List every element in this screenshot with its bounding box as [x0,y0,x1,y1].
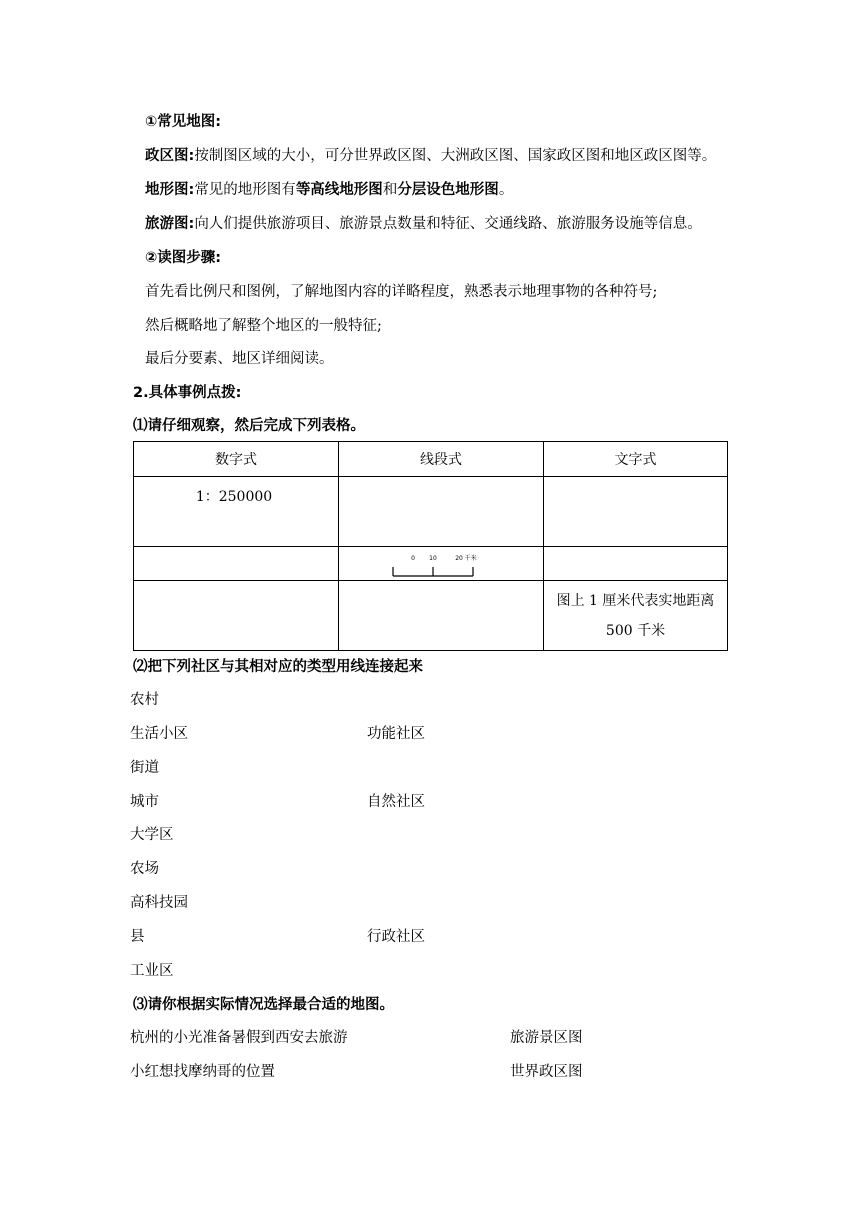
cell-text-scale [544,581,728,651]
community-item[interactable]: 生活小区 [130,726,188,742]
line-scale-bar [389,551,479,579]
question-3: ⑶请你根据实际情况选择最合适的地图。 [133,997,394,1013]
terrain-map-line [145,180,513,200]
header-text: 文字式 [544,442,728,477]
community-item[interactable]: 高科技园 [130,895,188,911]
text-scale-line-1: 图上 1 厘米代表实地距离 [556,593,715,609]
community-item[interactable]: 工业区 [130,963,174,979]
terrain-map-label: 地形图: [145,182,195,198]
reading-step-3: 最后分要素、地区详细阅读。 [145,351,334,367]
political-map-line [145,146,716,166]
cell-empty[interactable] [134,581,339,651]
reading-step-1: 首先看比例尺和图例，了解地图内容的详略程度，熟悉表示地理事物的各种符号; [145,284,658,300]
community-type-functional[interactable]: 功能社区 [367,726,425,742]
common-maps-heading: ①常见地图: [145,114,222,130]
community-item[interactable]: 街道 [130,760,159,776]
community-type-natural[interactable]: 自然社区 [367,794,425,810]
header-numeric: 数字式 [134,442,339,477]
reading-step-2: 然后概略地了解整个地区的一般特征; [145,318,382,334]
cell-empty[interactable] [544,547,728,581]
map-option[interactable]: 旅游景区图 [510,1030,583,1046]
cell-numeric-scale: 1：250000 [134,477,339,547]
community-type-administrative[interactable]: 行政社区 [367,929,425,945]
political-map-label: 政区图: [145,148,195,164]
header-line-segment: 线段式 [339,442,544,477]
community-item[interactable]: 农场 [130,861,159,877]
tourism-map-line [145,214,702,234]
scale-label-10: 10 [429,555,437,562]
cell-empty[interactable] [339,581,544,651]
scale-label-0: 0 [411,555,415,562]
terrain-map-text-1: 常见的地形图有 [194,182,296,198]
reading-steps-heading: ②读图步骤: [145,250,222,266]
community-item[interactable]: 城市 [130,794,159,810]
cell-empty[interactable] [134,547,339,581]
political-map-text: 按制图区域的大小，可分世界政区图、大洲政区图、国家政区图和地区政区图等。 [194,148,717,164]
community-item[interactable]: 农村 [130,692,159,708]
tourism-map-text: 向人们提供旅游项目、旅游景点数量和特征、交通线路、旅游服务设施等信息。 [194,216,702,232]
table-row [134,477,728,547]
scenario-item[interactable]: 小红想找摩纳哥的位置 [130,1064,275,1080]
terrain-map-text-2: 和 [382,182,398,198]
scale-label-20: 20 千米 [455,555,477,562]
scale-table [133,441,728,651]
table-row [134,581,728,651]
question-1: ⑴请仔细观察，然后完成下列表格。 [133,418,365,434]
community-item[interactable]: 县 [130,929,145,945]
section-2-heading: 2.具体事例点拨: [133,385,242,401]
text-scale-line-2: 500 千米 [605,623,666,639]
question-2: ⑵把下列社区与其相对应的类型用线连接起来 [133,659,423,675]
cell-empty[interactable] [544,477,728,547]
cell-line-scale [339,547,544,581]
community-item[interactable]: 大学区 [130,827,174,843]
terrain-map-bold-2: 分层设色地形图 [397,182,499,198]
terrain-map-text-3: 。 [498,182,514,198]
map-option[interactable]: 世界政区图 [510,1064,583,1080]
scenario-item[interactable]: 杭州的小光准备暑假到西安去旅游 [130,1030,348,1046]
table-row [134,547,728,581]
tourism-map-label: 旅游图: [145,216,195,232]
cell-empty[interactable] [339,477,544,547]
table-header-row [134,442,728,477]
terrain-map-bold-1: 等高线地形图 [295,182,383,198]
